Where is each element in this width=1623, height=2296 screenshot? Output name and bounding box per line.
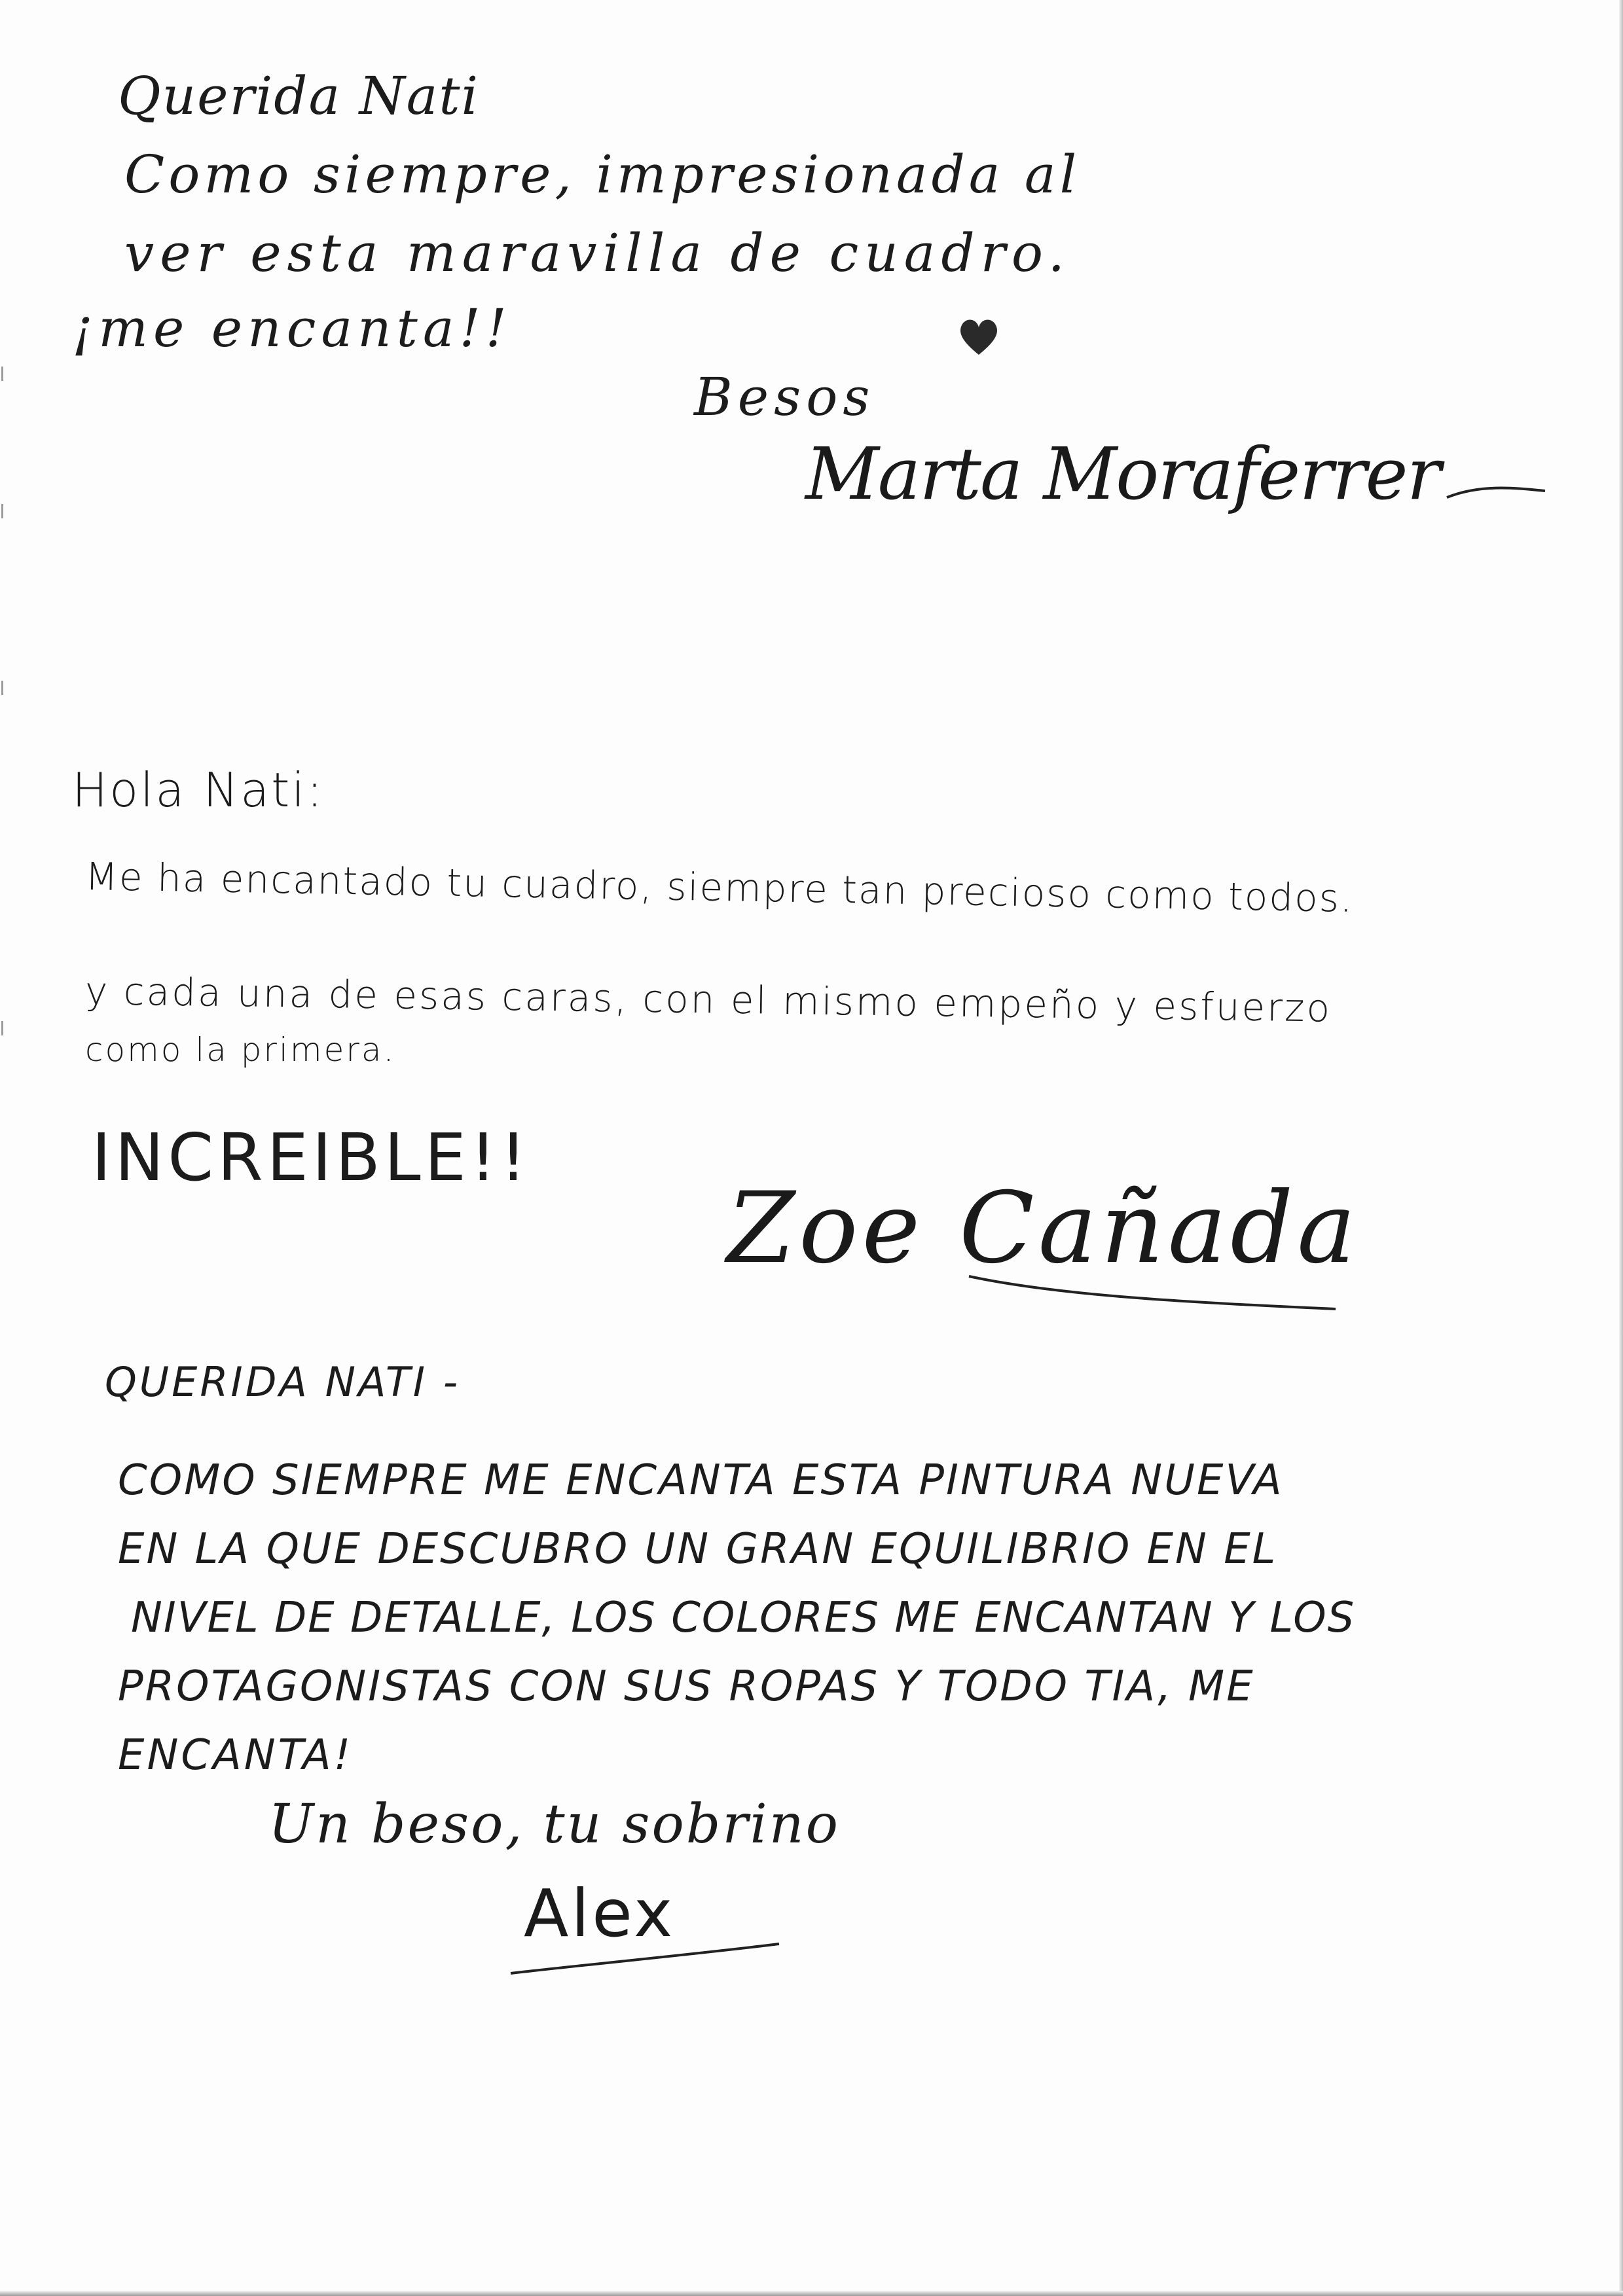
letter-2-exclamation: INCREIBLE!! [92,1119,530,1196]
letter-3-line: EN LA QUE DESCUBRO UN GRAN EQUILIBRIO EN EL [118,1525,1278,1573]
scan-edge-right [1619,0,1623,2296]
scan-edge-bottom [0,2291,1623,2296]
letter-3-signature: Alex [524,1875,676,1952]
signature-flourish [818,425,1552,524]
letter-1-greeting: Querida Nati [118,65,480,126]
letter-1-closing: Besos [694,367,875,427]
letter-3-line: PROTAGONISTAS CON SUS ROPAS Y TODO TIA, ME [118,1662,1255,1711]
letter-1-line: ver esta maravilla de cuadro. [124,223,1071,283]
scan-mark [1,367,3,381]
letter-2-line: como la primera. [85,1031,396,1069]
letter-2-line: y cada una de esas caras, con el mismo empeño y esfuerzo [84,969,1332,1031]
scan-mark [1,681,3,695]
letter-3-greeting: QUERIDA NATI - [105,1358,461,1406]
heart-icon [956,314,1002,360]
letter-3-line: NIVEL DE DETALLE, LOS COLORES ME ENCANTAN Y LOS [131,1594,1356,1642]
letter-3-line: COMO SIEMPRE ME ENCANTA ESTA PINTURA NUEVA [118,1456,1284,1505]
letter-1-signature: Marta Moraferrer [805,432,1440,516]
scan-mark [1,504,3,518]
signature-underline [504,1924,792,1983]
letter-1-line: Como siempre, impresionada al [124,144,1081,205]
letter-3-closing: Un beso, tu sobrino [268,1793,840,1856]
letter-2-greeting: Hola Nati: [72,762,325,817]
letter-3-line: ENCANTA! [118,1731,354,1780]
scan-mark [1,1021,3,1035]
signature-flourish [943,1244,1362,1322]
letter-2-line: Me ha encantado tu cuadro, siempre tan precioso como todos. [84,854,1354,921]
letter-2-signature: Zoe Cañada [727,1172,1360,1285]
letter-1-line: ¡me encanta!! [72,298,512,359]
